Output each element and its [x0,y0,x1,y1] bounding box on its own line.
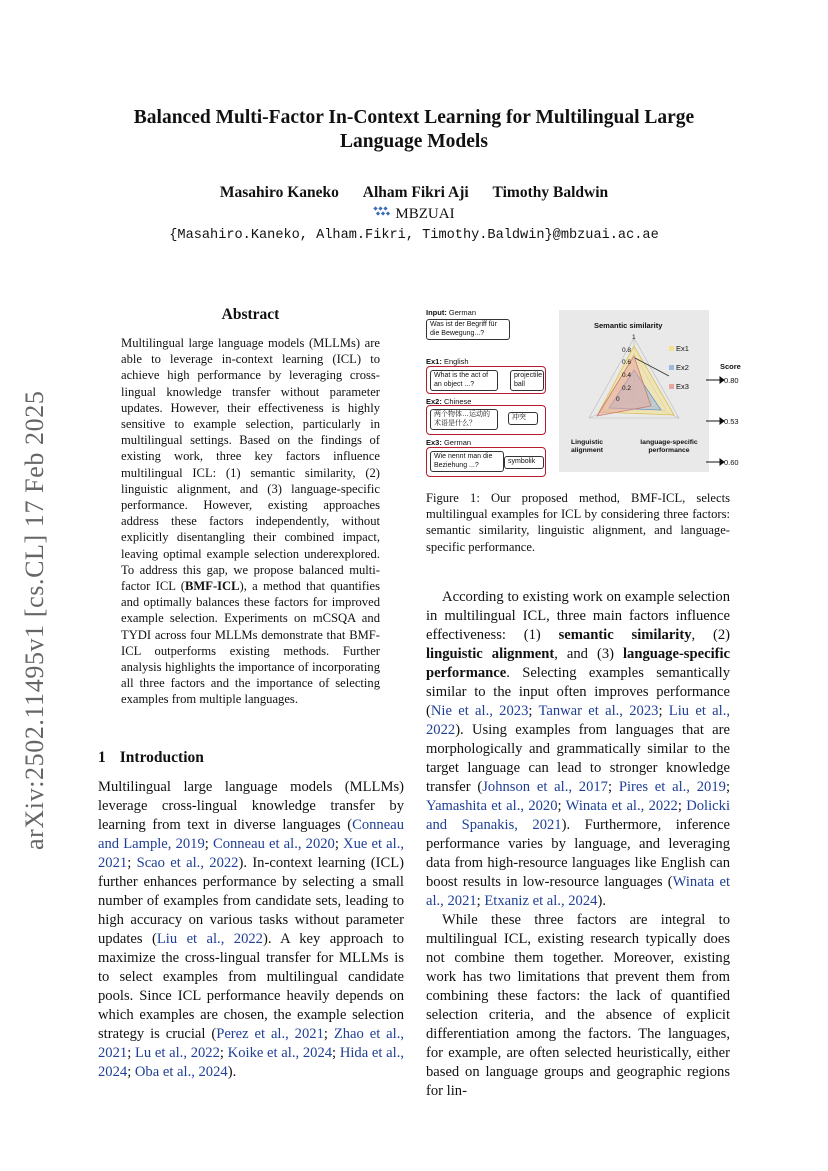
right-paragraph-1: According to existing work on example selection in multilingual ICL, three main factors influence effectiveness: (1) semantic similarity, (2) linguistic alignment, and (3) language-specific performance. Selecting examples semantically similar to the input often improves performance (Nie et al., 2023; Tanwar et al., 2023; Liu et al., 2022). Using examples from languages that are morphologically and grammatically similar to the target language can lead to stronger knowledge transfer (Johnson et al., 2017; Pires et al., 2019; Yamashita et al., 2020; Winata et al., 2022; Dolicki and Spanakis, 2021). Furthermore, inference performance varies by language, and leveraging data from high-resource languages like English can boost results in low-resource languages (Winata et al., 2021; Etxaniz et al., 2024). [426,589,731,909]
citation-link[interactable]: Johnson et al., 2017 [482,779,608,795]
citation-link[interactable]: Scao et al., 2022 [136,855,239,871]
fig-ex2-answer: 冲突 [508,412,538,425]
fig-ex2-question: 两个物体…运动的术语是什么？ [430,409,498,430]
citation-link[interactable]: Winata et al., 2022 [565,798,678,814]
fig-ex1-answer: projectile ball [510,370,544,391]
citation-link[interactable]: Liu et al., 2022 [426,703,730,738]
fig-ex2-label: Ex2: Chinese [426,397,472,406]
introduction-paragraph: Multilingual large language models (MLLMs) leverage cross-lingual knowledge transfer by learning from text in diverse languages (Conneau and Lample, 2019; Conneau et al., 2020; Xue et al., 2021; Scao et al., 2022). In-context learning (ICL) further enhances performance by selecting a small number of examples from candidate sets, leading to high accuracy on various tasks without parameter updates (Liu et al., 2022). A key approach to maximize the cross-lingual transfer for MLLMs is to select examples from multilingual candidate pools. Since ICL performance heavily depends on which examples are chosen, the example selection strategy is crucial (Perez et al., 2021; Zhao et al., 2021; Lu et al., 2022; Koike et al., 2024; Hida et al., 2024; Oba et al., 2024). [98,779,405,1080]
fig-radar-tick: 0.4 [622,372,632,379]
fig-ex3-label: Ex3: German [426,438,472,447]
title-line-2: Language Models [340,131,488,152]
figure-caption: Figure 1: Our proposed method, BMF-ICL, selects multilingual examples for ICL by considering three factors: semantic similarity, linguistic alignment, and language-specific performance. [426,491,730,554]
citation-link[interactable]: Lu et al., 2022 [134,1045,220,1061]
citation-link[interactable]: Oba et al., 2024 [134,1064,228,1080]
author-list [100,184,728,202]
fig-legend-ex1: Ex1 [669,344,689,353]
citation-link[interactable]: Winata et al., 2021 [426,874,730,909]
section-number: 1 [98,749,106,766]
citation-link[interactable]: Perez et al., 2021 [216,1026,324,1042]
fig-radar-tick: 1 [632,334,636,341]
citation-link[interactable]: Pires et al., 2019 [618,779,726,795]
author-3: Timothy Baldwin [492,184,609,201]
abstract-method-name: BMF-ICL [184,579,240,594]
fig-ex3-question: Wie nennt man die Beziehung ...? [430,451,504,472]
fig-radar-title: Semantic similarity [594,321,663,330]
paper-title [100,106,728,154]
fig-input-box: Was ist der Begriff für die Bewegung...? [426,319,510,340]
fig-radar-tick: 0 [616,396,620,403]
fig-radar-tick: 0.2 [622,385,632,392]
fig-score-ex1: 0.80 [724,376,739,385]
arxiv-identifier: arXiv:2502.11495v1 [cs.CL] 17 Feb 2025 [20,390,49,850]
citation-link[interactable]: Xue et al., 2021 [98,836,405,871]
fig-radar-tick: 0.8 [622,347,632,354]
fig-ex1-question: What is the act of an object ...? [430,370,498,391]
abstract-part-1: Multilingual large language models (MLLMs) are able to leverage in-context learning (ICL) to achieve high performance by leveraging cross-lingual knowledge transfer without parameter updates. However, their effectiveness is highly sensitive to example selection, particularly in multilingual settings. Based on the findings of existing work, three key factors influence multilingual ICL: (1) semantic similarity, (2) linguistic alignment, and (3) language-specific performance. However, existing approaches address these factors independently, without explicitly disentangling their combined impact, leaving optimal example selection underexplored. To address this gap, we propose balanced multi-factor ICL ( [121,336,380,594]
citation-link[interactable]: Yamashita et al., 2020 [426,798,558,814]
abstract-heading: Abstract [221,306,280,323]
section-title: Introduction [119,749,204,766]
fig-score-label: Score [720,362,741,371]
author-2: Alham Fikri Aji [362,184,469,201]
author-1: Masahiro Kaneko [219,184,339,201]
fig-score-ex3: 0.60 [724,458,739,467]
citation-link[interactable]: Hida et al., 2024 [98,1045,404,1080]
fig-score-ex2: 0.53 [724,417,739,426]
citation-link[interactable]: Dolicki and Spanakis, 2021 [426,798,730,833]
fig-input-label: Input: German [426,308,477,317]
author-emails: {Masahiro.Kaneko, Alham.Fikri, Timothy.Baldwin}@mbzuai.ac.ae [169,228,659,243]
mbzuai-logo-icon [373,206,391,223]
figure-1 [424,306,740,476]
citation-link[interactable]: Conneau and Lample, 2019 [98,817,404,852]
citation-link[interactable]: Zhao et al., 2021 [98,1026,404,1061]
fig-legend-ex3: Ex3 [669,382,689,391]
fig-legend-ex2: Ex2 [669,363,689,372]
affiliation [100,206,728,223]
right-paragraph-2: While these three factors are integral to multilingual ICL, existing research typically does not combine them together. Moreover, existing work has two limitations that prevent them from combining these factors: the lack of quantified selection criteria, and the absence of explicit differentiation among the factors. The languages, for example, are often selected heuristically, either based on language groups and geographic regions for lin- [426,912,730,1099]
fig-ex3-answer: symbolik [504,456,544,469]
section-heading [98,749,204,767]
title-line-1: Balanced Multi-Factor In-Context Learning for Multilingual Large [133,107,695,128]
citation-link[interactable]: Nie et al., 2023 [430,703,529,719]
citation-link[interactable]: Liu et al., 2022 [156,931,263,947]
citation-link[interactable]: Etxaniz et al., 2024 [484,893,598,909]
fig-ex1-label: Ex1: English [426,357,469,366]
abstract-text [121,335,380,708]
fig-axis-linguistic: Linguistic alignment [570,439,604,454]
affiliation-name: MBZUAI [395,206,455,222]
fig-axis-language-specific: language-specific performance [640,439,698,454]
abstract-part-2: ), a method that quantifies and optimally balances these factors for improved example selection. Experiments on mCSQA and TYDI across four MLLMs demonstrate that BMF-ICL outperforms existing methods. Further analysis highlights the importance of incorporating all three factors and the importance of selecting examples from multiple languages. [121,579,380,707]
fig-radar-tick: 0.6 [622,359,632,366]
citation-link[interactable]: Conneau et al., 2020 [212,836,335,852]
citation-link[interactable]: Tanwar et al., 2023 [538,703,659,719]
citation-link[interactable]: Koike et al., 2024 [227,1045,333,1061]
